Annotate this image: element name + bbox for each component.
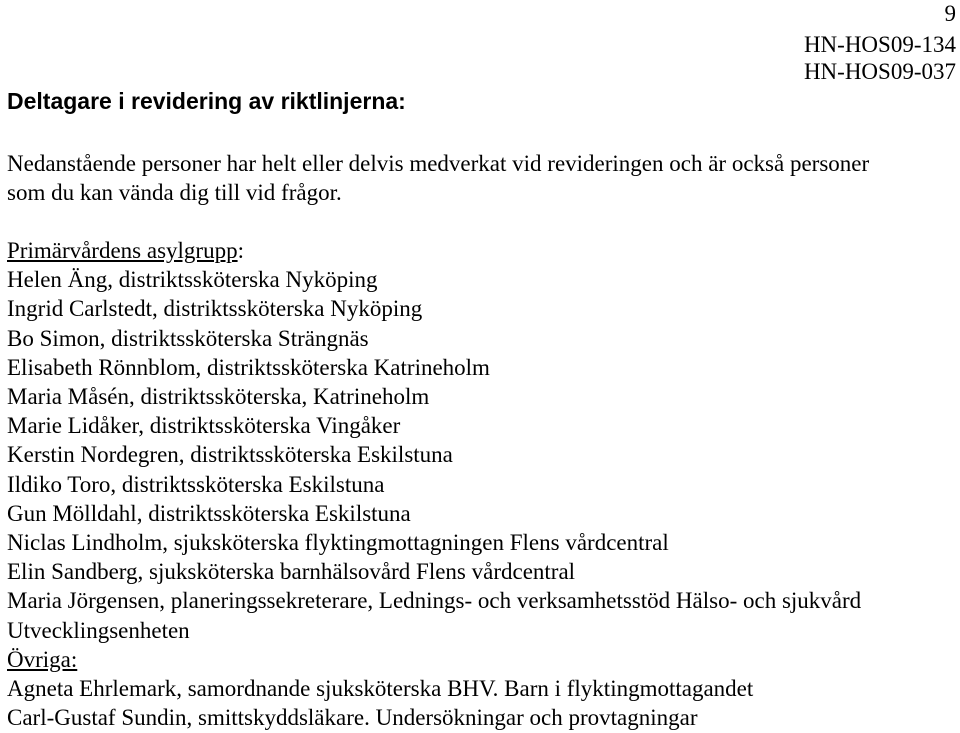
participants-list <box>7 236 957 732</box>
participant: Elin Sandberg, sjuksköterska barnhälsovård Flens vårdcentral <box>7 559 576 585</box>
asyl-group-label: Primärvårdens asylgrupp <box>7 238 238 263</box>
participant: Marie Lidåker, distriktssköterska Vingåker <box>7 413 401 439</box>
participant: Bo Simon, distriktssköterska Strängnäs <box>7 325 369 351</box>
intro-line: Nedanstående personer har helt eller delvis medverkat vid revideringen och är också personer <box>7 151 870 176</box>
participant: Niclas Lindholm, sjuksköterska flyktingmottagningen Flens vårdcentral <box>7 530 669 556</box>
participant: Elisabeth Rönnblom, distriktssköterska Katrineholm <box>7 354 490 380</box>
asyl-group-label-suffix: : <box>237 238 244 263</box>
participant: Helen Äng, distriktssköterska Nyköping <box>7 267 378 293</box>
intro-paragraph <box>7 149 957 207</box>
participant: Gun Mölldahl, distriktssköterska Eskilstuna <box>7 500 411 526</box>
participant: Maria Jörgensen, planeringssekreterare, Lednings- och verksamhetsstöd Hälso- och sjukvård <box>7 588 862 614</box>
section-heading: Deltagare i revidering av riktlinjerna: <box>7 88 406 114</box>
participant: Ingrid Carlstedt, distriktssköterska Nyköping <box>7 296 423 322</box>
participant: Ildiko Toro, distriktssköterska Eskilstuna <box>7 471 385 497</box>
participant: Carl-Gustaf Sundin, smittskyddsläkare. Undersökningar och provtagningar <box>7 705 698 731</box>
document-codes <box>804 31 956 85</box>
document-code: HN-HOS09-037 <box>803 59 956 84</box>
participant: Kerstin Nordegren, distriktssköterska Eskilstuna <box>7 442 453 468</box>
intro-line: som du kan vända dig till vid frågor. <box>7 180 342 205</box>
participant: Agneta Ehrlemark, samordnande sjuksköterska BHV. Barn i flyktingmottagandet <box>7 676 754 702</box>
page-number: 9 <box>944 1 956 26</box>
participant: Utvecklingsenheten <box>7 617 190 643</box>
other-group-heading: Övriga: <box>7 646 78 672</box>
asyl-group-heading <box>7 236 957 265</box>
document-code: HN-HOS09-134 <box>803 32 956 57</box>
participant: Maria Måsén, distriktssköterska, Katrineholm <box>7 384 430 410</box>
